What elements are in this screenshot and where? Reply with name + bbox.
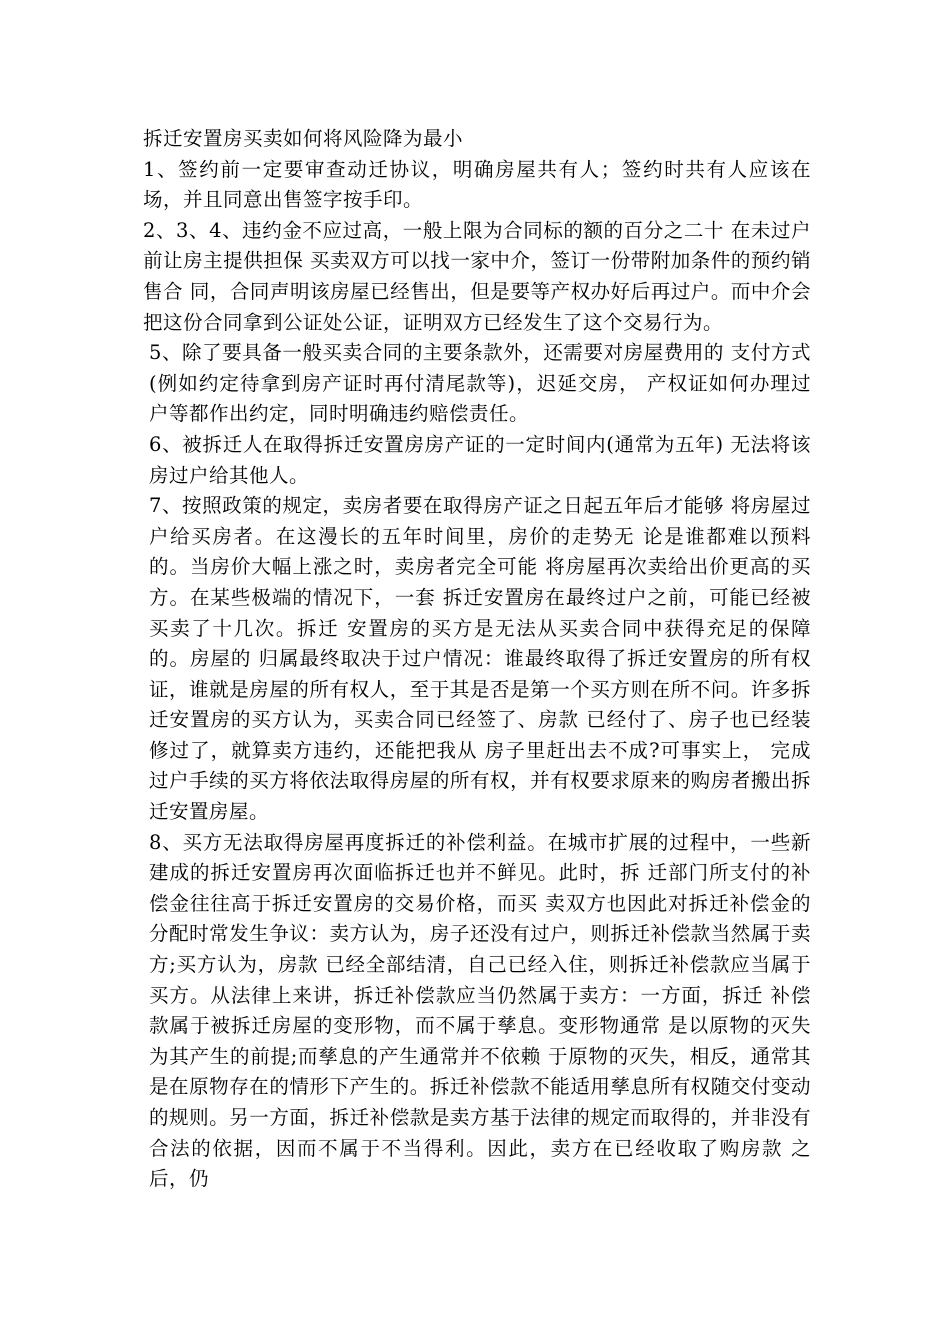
document-body (143, 124, 811, 1195)
paragraph-1: 1、签约前一定要审查动迁协议，明确房屋共有人；签约时共有人应该在场，并且同意出售签字按手印。 (143, 157, 811, 212)
paragraph-8: 8、买方无法取得房屋再度拆迁的补偿利益。在城市扩展的过程中，一些新建成的拆迁安置房再次面临拆迁也并不鲜见。此时，拆 迁部门所支付的补偿金往往高于拆迁安置房的交易价格，而买 卖双方也因此对拆迁补偿金的分配时常发生争议：卖方认为，房子还没有过户，则拆迁补偿款当然属于卖方;买方认为，房款 已经全部结清，自己已经入住，则拆迁补偿款应当属于买方。从法律上来讲，拆迁补偿款应当仍然属于卖方：一方面，拆迁 补偿款属于被拆迁房屋的变形物，而不属于孳息。变形物通常 是以原物的灭失为其产生的前提;而孳息的产生通常并不依赖 于原物的灭失，相反，通常其是在原物存在的情形下产生的。拆迁补偿款不能适用孳息所有权随交付变动的规则。另一方面，拆迁补偿款是卖方基于法律的规定而取得的，并非没有合法的依据，因而不属于不当得利。因此，卖方在已经收取了购房款 之后，仍 (149, 830, 811, 1191)
document-title: 拆迁安置房买卖如何将风险降为最小 (143, 127, 464, 150)
paragraph-2: 2、3、4、违约金不应过高，一般上限为合同标的额的百分之二十 在未过户前让房主提供担保 买卖双方可以找一家中介，签订一份带附加条件的预约销售合 同，合同声明该房屋已经售出，但是要等产权办好后再过户。而中介会把这份合同拿到公证处公证，证明双方已经发生了这个交易行为。 (143, 218, 811, 334)
paragraph-6: 6、被拆迁人在取得拆迁安置房房产证的一定时间内(通常为五年) 无法将该房过户给其他人。 (149, 432, 811, 487)
paragraph-7: 7、按照政策的规定，卖房者要在取得房产证之日起五年后才能够 将房屋过户给买房者。在这漫长的五年时间里，房价的走势无 论是谁都难以预料的。当房价大幅上涨之时，卖房者完全可能 将房屋再次卖给出价更高的买方。在某些极端的情况下，一套 拆迁安置房在最终过户之前，可能已经被买卖了十几次。拆迁 安置房的买方是无法从买卖合同中获得充足的保障的。房屋的 归属最终取决于过户情况：谁最终取得了拆迁安置房的所有权 证，谁就是房屋的所有权人，至于其是否是第一个买方则在所不问。许多拆迁安置房的买方认为，买卖合同已经签了、房款 已经付了、房子也已经装修过了，就算卖方违约，还能把我从 房子里赶出去不成?可事实上， 完成过户手续的买方将依法取得房屋的所有权，并有权要求原来的购房者搬出拆迁安置房屋。 (149, 494, 811, 824)
paragraph-5: 5、除了要具备一般买卖合同的主要条款外，还需要对房屋费用的 支付方式(例如约定待拿到房产证时再付清尾款等)，迟延交房， 产权证如何办理过户等都作出约定，同时明确违约赔偿责任。 (149, 341, 811, 426)
